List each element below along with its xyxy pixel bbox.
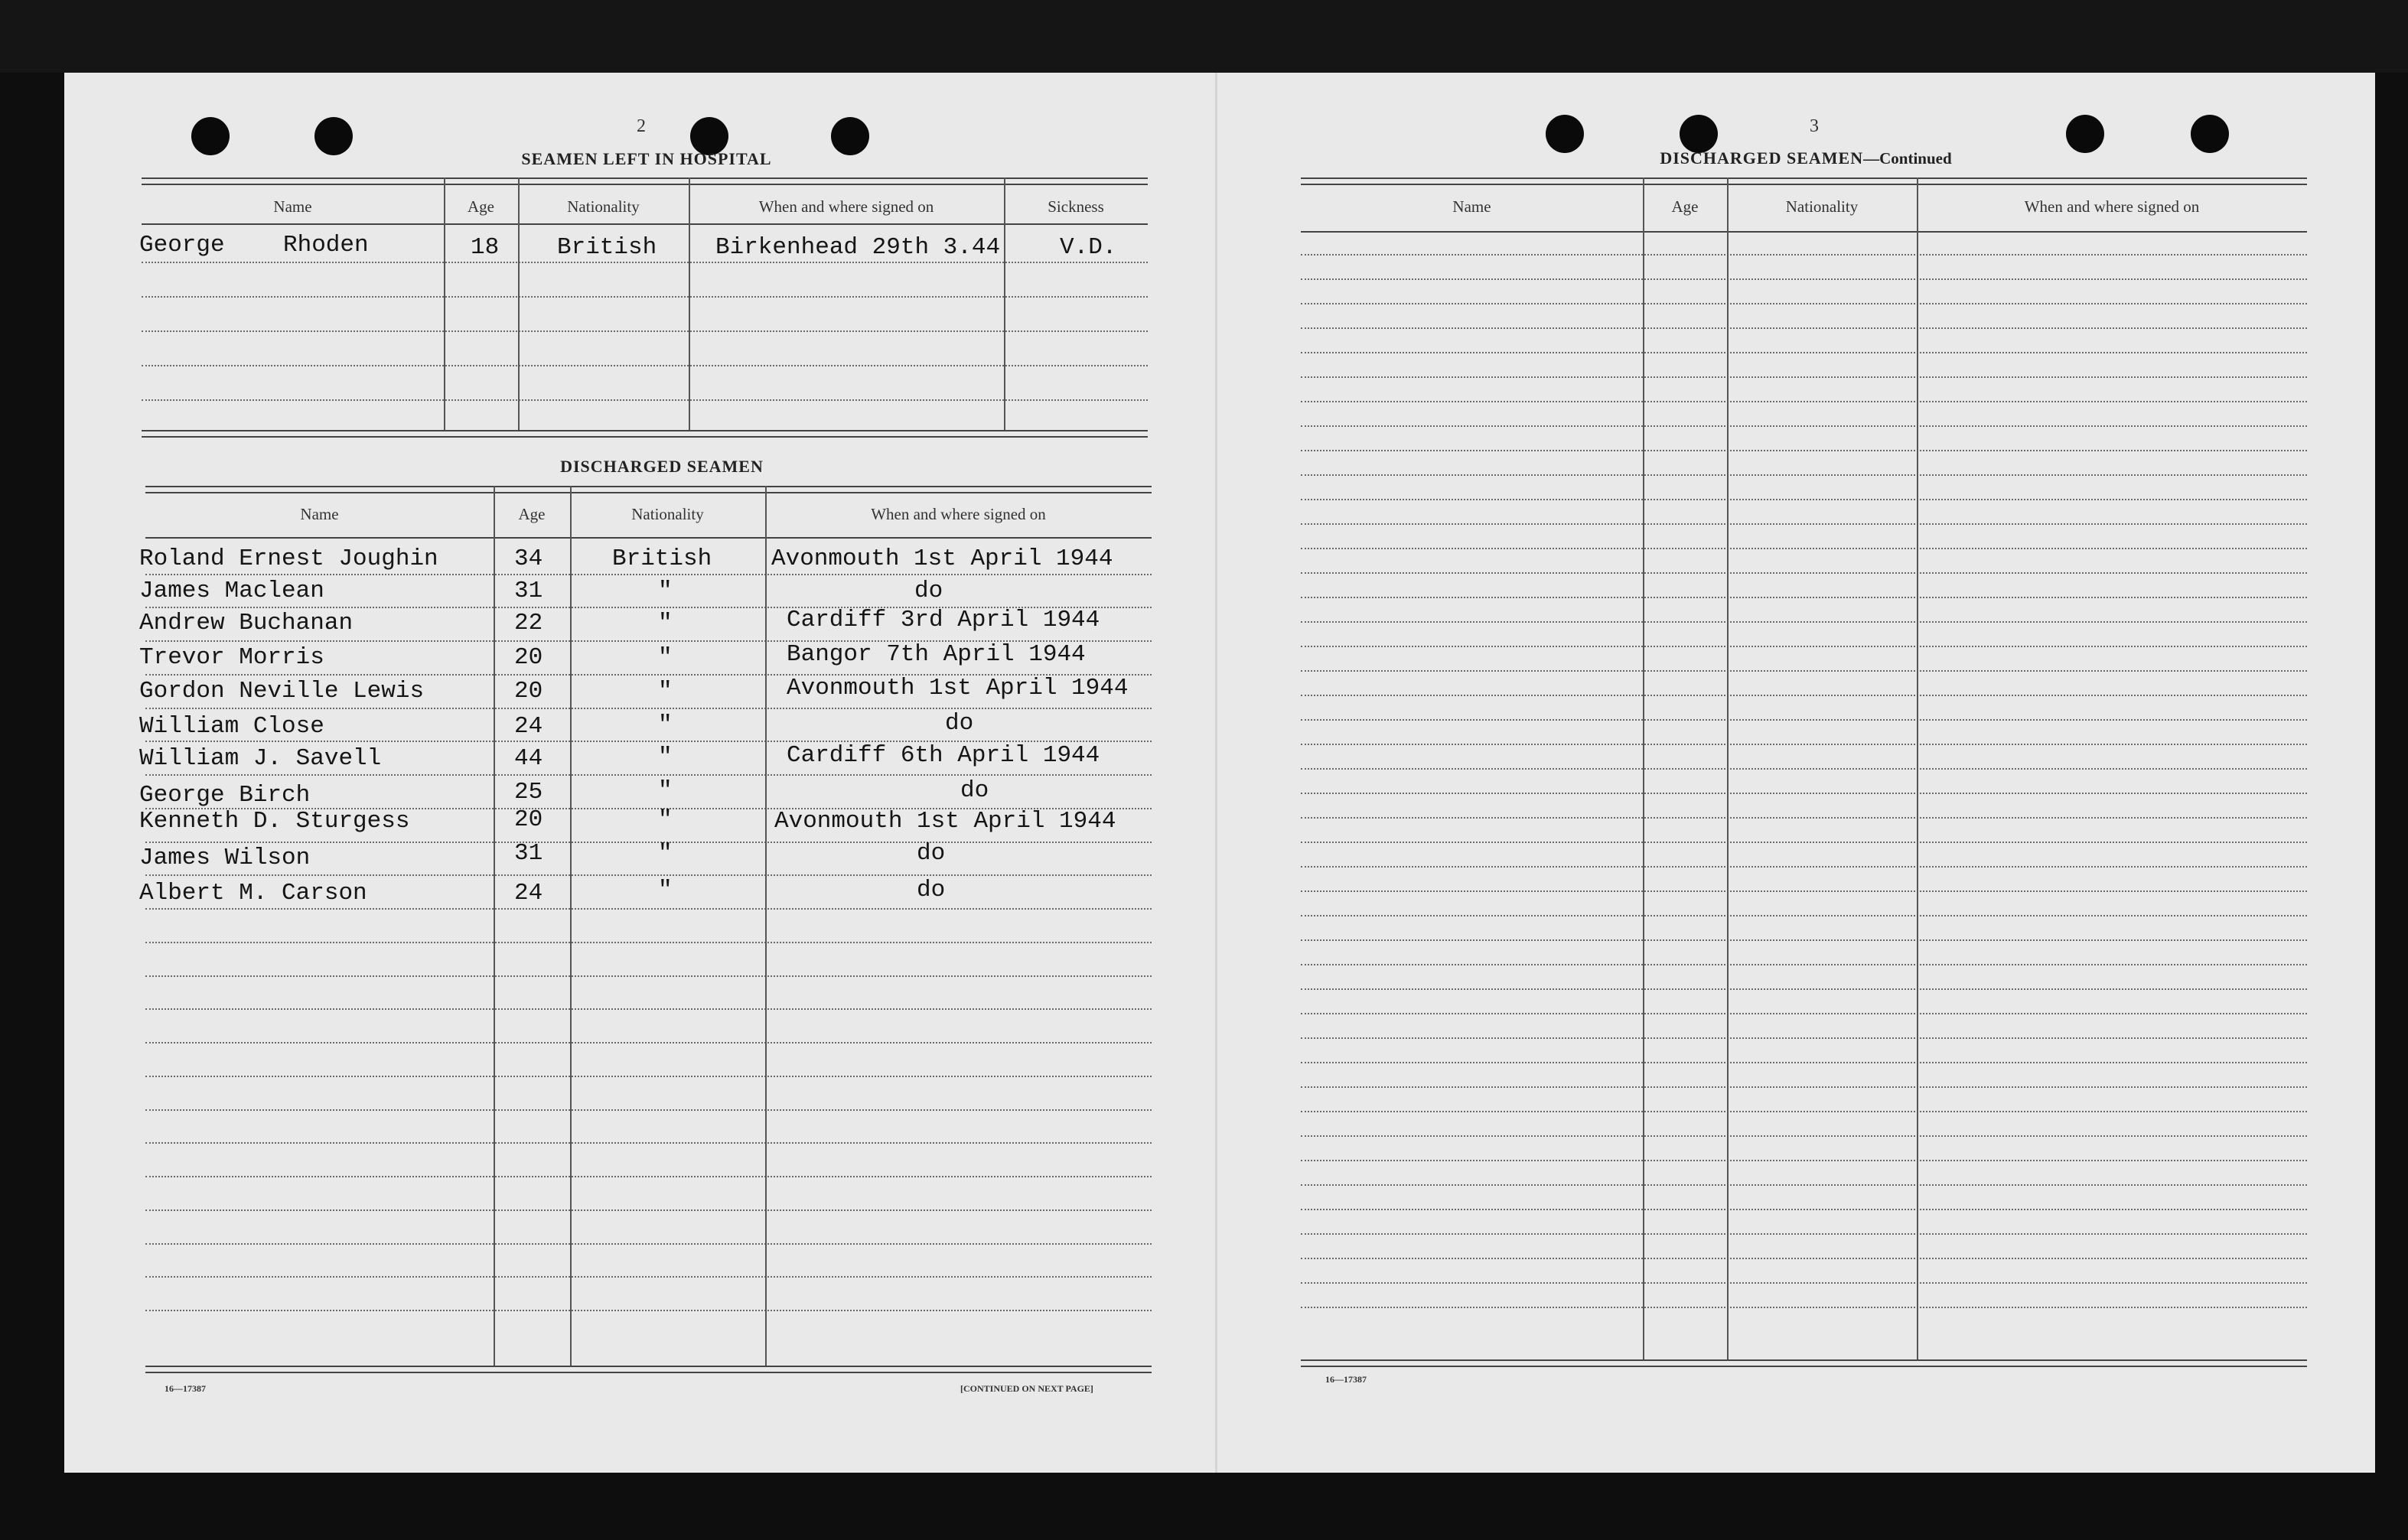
hospital-header-age: Age	[468, 197, 494, 216]
seaman-age: 31	[514, 578, 543, 604]
seaman-name: James Maclean	[139, 578, 324, 604]
scan-border-top	[0, 0, 2408, 73]
discharged-header-signed-on: When and where signed on	[871, 505, 1046, 523]
punch-hole	[1680, 115, 1718, 153]
discharged-header-name: Name	[300, 505, 339, 523]
seaman-nationality: "	[658, 877, 673, 903]
continued-header-age: Age	[1671, 197, 1699, 216]
seaman-name: Andrew Buchanan	[139, 610, 354, 637]
discharged-continued-title	[1607, 148, 2005, 168]
discharged-header-nationality: Nationality	[631, 505, 704, 523]
hospital-section-title: SEAMEN LEFT IN HOSPITAL	[521, 149, 772, 168]
seaman-age: 22	[514, 610, 543, 637]
seaman-name: James Wilson	[139, 845, 311, 871]
seaman-age: 31	[514, 840, 543, 867]
seaman-nationality: "	[658, 578, 673, 604]
seaman-name: Trevor Morris	[139, 644, 324, 671]
seaman-nationality: "	[658, 744, 673, 770]
continued-header-nationality: Nationality	[1785, 197, 1859, 216]
continued-table	[1301, 177, 2307, 1371]
seaman-signed-on: do	[917, 877, 946, 903]
hospital-nationality: British	[557, 234, 657, 261]
seaman-age: 44	[514, 745, 543, 772]
seaman-signed-on: Cardiff 3rd April 1944	[787, 607, 1100, 633]
discharged-continued-main: DISCHARGED SEAMEN	[1660, 148, 1864, 168]
seaman-signed-on: do	[960, 777, 989, 804]
form-number-right: 16—17387	[1325, 1374, 1367, 1385]
page-number-left: 2	[637, 116, 646, 136]
hospital-age: 18	[471, 234, 500, 261]
seaman-age: 24	[514, 713, 543, 740]
hospital-sickness: V.D.	[1060, 234, 1117, 261]
seaman-name: William Close	[139, 713, 324, 740]
discharged-continued-suffix: —Continued	[1863, 149, 1952, 168]
continued-note: [CONTINUED ON NEXT PAGE]	[960, 1383, 1093, 1394]
seaman-age: 34	[514, 545, 543, 572]
punch-hole	[831, 117, 869, 155]
seaman-nationality: "	[658, 840, 673, 867]
punch-hole	[1546, 115, 1584, 153]
hospital-header-name: Name	[273, 197, 312, 216]
hospital-header-sickness: Sickness	[1048, 197, 1104, 216]
seaman-age: 20	[514, 806, 543, 833]
seaman-signed-on: do	[914, 578, 943, 604]
seaman-nationality: "	[658, 711, 673, 738]
seaman-age: 25	[514, 779, 543, 806]
seaman-nationality: "	[658, 806, 673, 833]
seaman-nationality: "	[658, 644, 673, 671]
punch-hole	[2066, 115, 2104, 153]
discharged-header-age: Age	[518, 505, 546, 523]
seaman-signed-on: Avonmouth 1st April 1944	[787, 675, 1129, 702]
seaman-signed-on: do	[945, 710, 974, 737]
seaman-name: George Birch	[139, 782, 311, 809]
seaman-signed-on: Bangor 7th April 1944	[787, 641, 1086, 668]
seaman-nationality: "	[658, 777, 673, 804]
hospital-last-name: Rhoden	[283, 232, 369, 259]
seaman-nationality: "	[658, 610, 673, 637]
page-number-right: 3	[1810, 116, 1819, 136]
hospital-header-signed-on: When and where signed on	[758, 197, 934, 216]
hospital-first-name: George	[139, 232, 225, 259]
seaman-name: Kenneth D. Sturgess	[139, 808, 410, 835]
page-fold	[1215, 73, 1217, 1473]
seaman-name: Roland Ernest Joughin	[139, 545, 438, 572]
seaman-nationality: "	[658, 678, 673, 705]
seaman-signed-on: do	[917, 840, 946, 867]
form-number-left: 16—17387	[165, 1383, 206, 1394]
seaman-age: 20	[514, 644, 543, 671]
seaman-nationality: British	[612, 545, 712, 572]
seaman-signed-on: Avonmouth 1st April 1944	[771, 545, 1113, 572]
punch-hole	[191, 117, 230, 155]
hospital-table	[142, 177, 1148, 438]
seaman-age: 24	[514, 880, 543, 907]
punch-hole	[314, 117, 353, 155]
continued-header-signed-on: When and where signed on	[2024, 197, 2200, 216]
hospital-header-nationality: Nationality	[567, 197, 640, 216]
seaman-name: William J. Savell	[139, 745, 382, 772]
seaman-age: 20	[514, 678, 543, 705]
seaman-signed-on: Avonmouth 1st April 1944	[774, 808, 1116, 835]
seaman-name: Albert M. Carson	[139, 880, 367, 907]
seaman-signed-on: Cardiff 6th April 1944	[787, 742, 1100, 769]
continued-header-name: Name	[1452, 197, 1491, 216]
hospital-signed-on: Birkenhead 29th 3.44	[715, 234, 1001, 261]
seaman-name: Gordon Neville Lewis	[139, 678, 425, 705]
discharged-section-title: DISCHARGED SEAMEN	[560, 457, 764, 476]
punch-hole	[2191, 115, 2229, 153]
